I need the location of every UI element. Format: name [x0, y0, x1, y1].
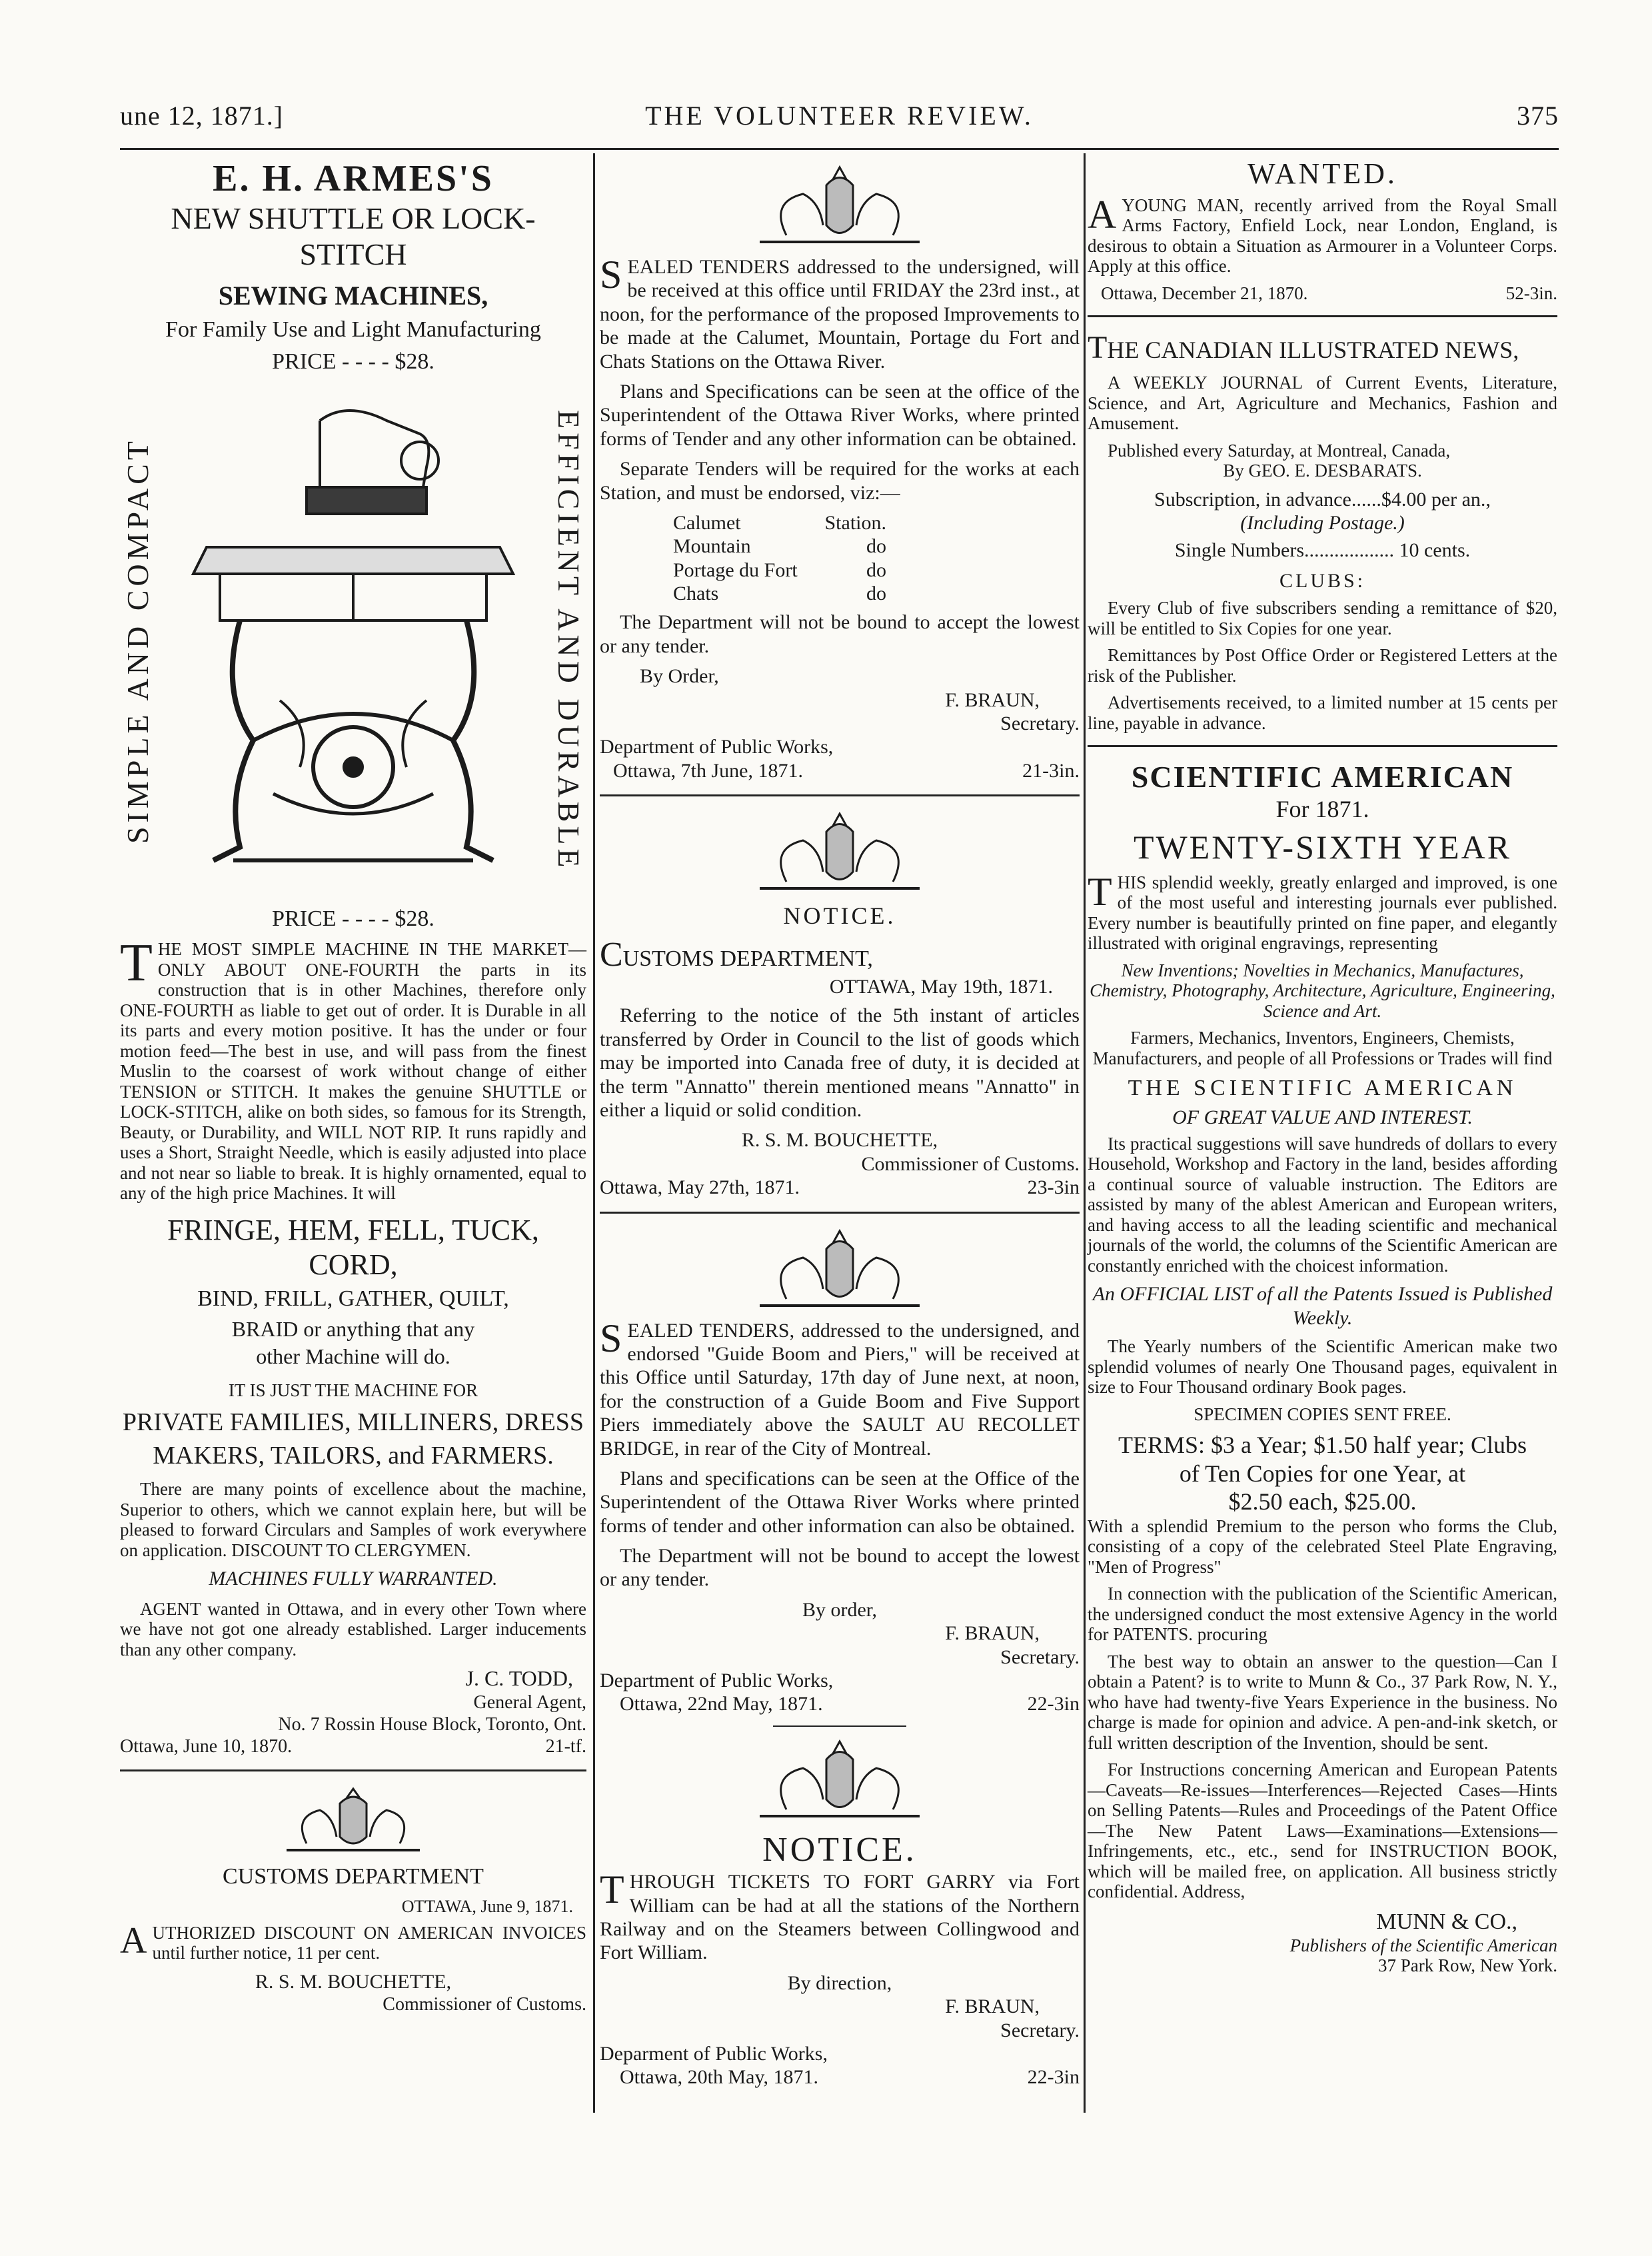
royal-crest-icon: [740, 1226, 940, 1312]
sa-official: An OFFICIAL LIST of all the Patents Issued is Published Weekly.: [1092, 1283, 1553, 1329]
machine-illustration-box: [120, 381, 586, 900]
clubs-heading: CLUBS:: [1279, 569, 1366, 592]
sa-best-way: The best way to obtain an answer to the question—Can I obtain a Patent? is to write to Munn & Co., 37 Park Row, N. Y., who have had twenty-five Years Experience in the business. No charge is made for opinion and advice. A pen-and-ink sketch, or full written description of the Invention, should be sent.: [1088, 1651, 1557, 1753]
secretary-3: Secretary.: [1000, 2019, 1080, 2041]
agent-text: AGENT wanted in Ottawa, and in every other Town where we have not got one already established. Larger inducements than any other company.: [120, 1598, 586, 1660]
sa-yearly: The Yearly numbers of the Scientific American make two splendid volumes of nearly One Thousand pages, equivalent in size to Four Thousand ordinary Book pages.: [1088, 1336, 1557, 1398]
by-direction: By direction,: [787, 1971, 892, 1994]
todd-address: No. 7 Rossin House Block, Toronto, Ont.: [278, 1713, 586, 1735]
sa-terms-3: $2.50 each, $25.00.: [1228, 1488, 1417, 1516]
royal-crest-icon: [740, 1736, 940, 1823]
vertical-text-left: SIMPLE AND COMPACT: [121, 437, 155, 844]
column-rule-2: [1084, 153, 1086, 2113]
by-order: By Order,: [640, 665, 719, 688]
todd-date-row: [120, 1735, 586, 1757]
armes-body-initial: T: [120, 934, 153, 993]
notice1-head: CUSTOMS DEPARTMENT,: [600, 935, 873, 974]
notice1-body: Referring to the notice of the 5th instant of articles transferred by Order in Council to the list of goods which may be imported into Canada free of duty, it is decided at the term "Annatto" therein mentioned means "Annatto" in either a liquid or solid condition.: [600, 1004, 1080, 1121]
sa-practical: Its practical suggestions will save hundreds of dollars to every Household, Workshop and Factory in the land, besides affording a continual source of valuable instruction. The Editors are assisted by many of the ablest American and European writers, and having access to all the leading scientific and mechanical journals of the world, the columns of the Scientific American are constantly enriched with the choicest information.: [1088, 1133, 1557, 1276]
notice1-sign: R. S. M. BOUCHETTE,: [741, 1129, 938, 1152]
sa-the-scientific-american: THE SCIENTIFIC AMERICAN: [1128, 1076, 1517, 1101]
sa-farmers: Farmers, Mechanics, Inventors, Engineers, Chemists, Manufacturers, and people of all Professions or Trades will find: [1092, 1028, 1553, 1068]
notice2-initial: T: [600, 1867, 624, 1912]
tender1-plans: Plans and Specifications can be seen at the office of the Superintendent of the Ottawa River Works, where printed forms of Tender and any other information can be obtained.: [600, 380, 1080, 450]
tender1-dept-name: Department of Public Works,: [600, 736, 834, 758]
cin-title: THE CANADIAN ILLUSTRATED NEWS,: [1088, 330, 1519, 366]
col2-short-rule: [773, 1725, 906, 1727]
tender2-dept: The Department will not be bound to accept the lowest or any tender.: [600, 1545, 1080, 1591]
warranted-text: MACHINES FULLY WARRANTED.: [209, 1568, 498, 1590]
stations-list: [673, 511, 1080, 606]
column-right: [1088, 157, 1557, 1976]
braun-name: F. BRAUN,: [945, 688, 1040, 711]
sa-terms-2: of Ten Copies for one Year, at: [1179, 1460, 1466, 1487]
tender2-initial: S: [600, 1316, 622, 1360]
private-families-line: PRIVATE FAMILIES, MILLINERS, DRESS: [122, 1408, 584, 1436]
armes-sewing-machines: SEWING MACHINES,: [218, 280, 488, 311]
station-row: Portage du Fort do: [673, 559, 886, 581]
station-row: Calumet Station.: [673, 511, 886, 534]
armes-use: For Family Use and Light Manufacturing: [165, 317, 541, 342]
tender2-plans: Plans and specifications can be seen at the Office of the Superintendent of the Ottawa River Works where printed forms of tender and other information can also be obtained.: [600, 1467, 1080, 1537]
sa-value: OF GREAT VALUE AND INTEREST.: [1172, 1106, 1473, 1129]
customs-body-initial: A: [120, 1919, 147, 1961]
notice2-dept-row: Deparment of Public Works, Ottawa, 20th May, 1871. 22-3in: [600, 2042, 1080, 2089]
secretary-2: Secretary.: [1000, 1646, 1080, 1668]
munn-publishers: Publishers of the Scientific American: [1289, 1935, 1557, 1955]
cin-postage: (Including Postage.): [1240, 511, 1405, 534]
general-agent: General Agent,: [473, 1692, 586, 1713]
bind-line: BIND, FRILL, GATHER, QUILT,: [197, 1286, 509, 1312]
wanted-title: WANTED.: [1247, 157, 1397, 190]
braid-line: BRAID or anything that any: [231, 1316, 475, 1341]
tender1-body: SEALED TENDERS addressed to the undersigned, will be received at this office until FRIDAY the 23rd inst., at noon, for the performance of the proposed Improvements to be made at the Calumet, Mountain, Portage du Fort and Chats Stations on the Ottawa River.: [600, 253, 1080, 373]
notice1-date-row: Ottawa, May 27th, 1871. 23-3in: [600, 1176, 1080, 1199]
makers-line: MAKERS, TAILORS, and FARMERS.: [153, 1442, 554, 1470]
tender1-initial: S: [600, 253, 622, 297]
cin-single: Single Numbers.................. 10 cents.: [1174, 539, 1471, 562]
other-machine-line: other Machine will do.: [256, 1344, 450, 1369]
todd-date: Ottawa, June 10, 1870.: [120, 1735, 293, 1757]
armes-title: E. H. ARMES'S: [213, 158, 494, 199]
braun-name-3: F. BRAUN,: [945, 1995, 1040, 2018]
header-rule: [120, 148, 1559, 150]
braun-name-2: F. BRAUN,: [945, 1622, 1040, 1645]
wanted-body: AYOUNG MAN, recently arrived from the Royal Small Arms Factory, Enfield Lock, near London, England, is desirous to obtain a Situation as Armourer in a Volunteer Corps. Apply at this office.: [1088, 192, 1557, 277]
column-middle: [600, 157, 1080, 2089]
notice2-body: THROUGH TICKETS TO FORT GARRY via Fort William can be had at all the stations of the Northern Railway and on the Steamers between Collingwood and Fort William.: [600, 1867, 1080, 1964]
col1-rule: [120, 1769, 586, 1771]
cin-desc: A WEEKLY JOURNAL of Current Events, Literature, Science, and Art, Agriculture and Mechanics, Fashion and Amusement.: [1088, 373, 1557, 434]
notice2-title: NOTICE.: [762, 1830, 917, 1869]
sa-specimen: SPECIMEN COPIES SENT FREE.: [1194, 1404, 1451, 1424]
customs-title: CUSTOMS DEPARTMENT: [223, 1863, 484, 1889]
header-page-number: 375: [1517, 101, 1559, 131]
page-header: [120, 100, 1559, 147]
todd-name: J. C. TODD,: [465, 1666, 573, 1691]
armes-price-top: PRICE - - - - $28.: [272, 349, 434, 374]
tender2-dept-row: Department of Public Works, Ottawa, 22nd May, 1871. 22-3in: [600, 1670, 1080, 1715]
armes-price-bottom: PRICE - - - - $28.: [272, 906, 434, 932]
col2-rule-1: [600, 794, 1080, 796]
station-row: Mountain do: [673, 535, 886, 558]
sa-new-inventions: New Inventions; Novelties in Mechanics, Manufactures, Chemistry, Photography, Architecture, Agriculture, Engineering, Science and Art.: [1090, 960, 1555, 1021]
sa-initial: T: [1088, 869, 1112, 914]
clubs-body: Every Club of five subscribers sending a remittance of $20, will be entitled to Six Copies for one year.: [1088, 598, 1557, 638]
royal-crest-icon: [740, 162, 940, 249]
sewing-machine-icon: [180, 394, 526, 887]
sa-body: THIS splendid weekly, greatly enlarged and improved, is one of the most useful and interesting journals ever published. Every number is beautifully printed on fine paper, and elegantly illustrated with original engravings, representing: [1088, 869, 1557, 954]
sa-connection: In connection with the publication of the Scientific American, the undersigned conduct the most extensive Agency in the world for PATENTS. procuring: [1088, 1584, 1557, 1645]
customs-sign: R. S. M. BOUCHETTE,: [255, 1970, 452, 1993]
tender1-date-row: Ottawa, 7th June, 1871. 21-3in.: [613, 759, 1080, 782]
sa-for: For 1871.: [1275, 796, 1369, 823]
sa-year: TWENTY-SIXTH YEAR: [1133, 828, 1512, 866]
royal-crest-icon: [740, 808, 940, 895]
wanted-initial: A: [1088, 192, 1117, 237]
customs-date: OTTAWA, June 9, 1871.: [401, 1897, 573, 1917]
notice1-role: Commissioner of Customs.: [861, 1152, 1080, 1175]
munn-name: MUNN & CO.,: [1376, 1909, 1517, 1934]
sa-title: SCIENTIFIC AMERICAN: [1131, 760, 1514, 794]
column-rule-1: [593, 153, 595, 2113]
header-date: une 12, 1871.]: [120, 101, 284, 131]
just-machine-line: IT IS JUST THE MACHINE FOR: [228, 1380, 478, 1401]
sa-instructions: For Instructions concerning American and European Patents—Caveats—Re-issues—Interferences—Rejected Cases—Hints on Selling Patents—Rules and Proceedings of the Patent Office—The New Patent Laws—Examinations—Extensions—Infringements, etc., etc., send for INSTRUCTION BOOK, which will be mailed free, on application. All business strictly confidential. Address,: [1088, 1759, 1557, 1902]
wanted-date-row: Ottawa, December 21, 1870. 52-3in.: [1101, 283, 1557, 303]
notice1-title: NOTICE.: [783, 902, 896, 930]
munn-address: 37 Park Row, New York.: [1377, 1955, 1557, 1976]
column-left: [120, 157, 586, 2015]
cin-by: By GEO. E. DESBARATS.: [1223, 461, 1422, 481]
station-row: Chats do: [673, 582, 886, 605]
cin-pub: Published every Saturday, at Montreal, Canada,: [1108, 440, 1451, 461]
col3-rule-1: [1088, 315, 1557, 317]
todd-code: 21-tf.: [545, 1735, 586, 1757]
col3-rule-2: [1088, 745, 1557, 747]
tender2-body: SEALED TENDERS, addressed to the undersigned, and endorsed "Guide Boom and Piers," will be received at this Office until Saturday, 17th day of June next, at noon, for the construction of a Guide Boom and Five Support Piers immediately above the SAULT AU RECOLLET BRIDGE, in rear of the City of Montreal.: [600, 1316, 1080, 1460]
tender1-separate: Separate Tenders will be required for the works at each Station, and must be endorsed, viz:—: [600, 458, 1080, 504]
remittances: Remittances by Post Office Order or Registered Letters at the risk of the Publisher.: [1088, 645, 1557, 686]
vertical-text-right: EFFICIENT AND DURABLE: [552, 409, 586, 872]
sa-terms: TERMS: $3 a Year; $1.50 half year; Clubs: [1118, 1432, 1527, 1459]
sa-premium: With a splendid Premium to the person who forms the Club, consisting of a copy of the celebrated Steel Plate Engraving, "Men of Progress": [1088, 1516, 1557, 1577]
advertisements: Advertisements received, to a limited number at 15 cents per line, payable in advance.: [1088, 692, 1557, 733]
fringe-line: FRINGE, HEM, FELL, TUCK, CORD,: [167, 1213, 539, 1281]
customs-role: Commissioner of Customs.: [383, 1994, 586, 2015]
notice1-date: OTTAWA, May 19th, 1871.: [829, 976, 1053, 998]
tender1-dept: The Department will not be bound to accept the lowest or any tender.: [600, 611, 1080, 657]
customs-body: AUTHORIZED DISCOUNT ON AMERICAN INVOICES until further notice, 11 per cent.: [120, 1919, 586, 1963]
excellence-text: There are many points of excellence about the machine, Superior to others, which we cannot explain here, but will be pleased to forward Circulars and Samples of work everywhere on application. DISCOUNT TO CLERGYMEN.: [120, 1479, 586, 1560]
by-order-2: By order,: [802, 1598, 878, 1621]
royal-crest-icon: [267, 1783, 440, 1857]
header-title: THE VOLUNTEER REVIEW.: [645, 101, 1034, 131]
armes-body: THE MOST SIMPLE MACHINE IN THE MARKET—ONLY ABOUT ONE-FOURTH the parts in its construction that is in other Machines, therefore only ONE-FOURTH as liable to get out of order. It is Durable in all its parts and every motion positive. It has the under or four motion feed—The best in use, and will pass from the finest Muslin to the coarsest of work without change of either TENSION or STITCH. It makes the genuine SHUTTLE or LOCK-STITCH, alike on both sides, so famous for its Strength, Beauty, or Durability, and WILL NOT RIP. It runs rapidly and uses a Short, Straight Needle, which is easily adjusted into place and not near so liable to break. It is highly ornamented, equal to any of the high price Machines. It will: [120, 934, 586, 1204]
armes-subtitle: NEW SHUTTLE OR LOCK-STITCH: [171, 201, 536, 272]
col2-rule-2: [600, 1212, 1080, 1214]
secretary: Secretary.: [1000, 712, 1080, 735]
cin-subscription: Subscription, in advance......$4.00 per an.,: [1154, 488, 1491, 511]
